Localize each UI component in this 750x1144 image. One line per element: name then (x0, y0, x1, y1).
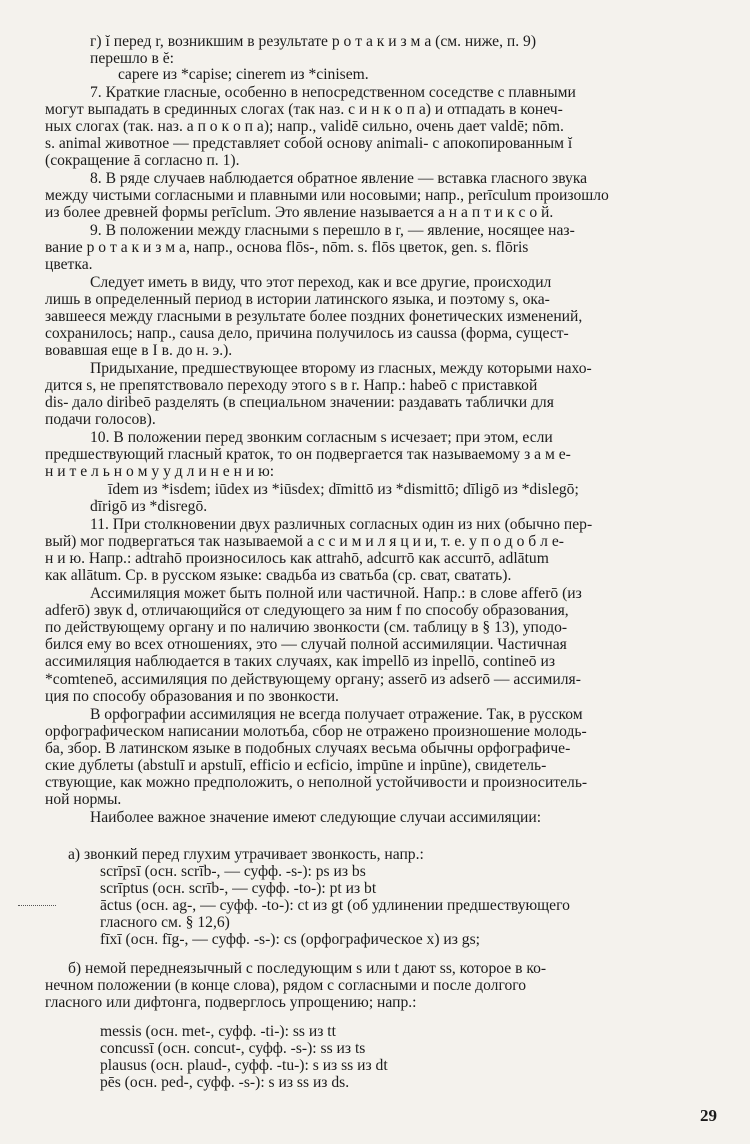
text-line: concussī (осн. concut-, суфф. -s-): ss из ts (100, 1040, 366, 1057)
text-line: fīxī (осн. fīg-, — суфф. -s-): cs (орфографическое x) из gs; (100, 931, 481, 948)
text-line: сохранилось; напр., causa дело, причина получилось из caussa (форма, сущест- (45, 325, 569, 342)
text-line: н и т е л ь н о м у у д л и н е н и ю: (45, 463, 275, 480)
text-line: scrīptus (осн. scrīb-, — суфф. -to-): pt из bt (100, 880, 377, 897)
text-line: вовавшая еще в I в. до н. э.). (45, 342, 233, 359)
text-line: орфографическом написании молотьба, сбор не отражено произношение молодь- (45, 723, 587, 740)
text-line: могут выпадать в срединных слогах (так наз. с и н к о п а) и отпадать в конеч- (45, 101, 563, 118)
text-line: ствующие, как можно предположить, о неполной устойчивости и произноситель- (45, 774, 588, 791)
text-line: гласного см. § 12,6) (100, 914, 230, 931)
text-line: перешло в ĕ: (90, 50, 174, 67)
text-line: лишь в определенный период в истории латинского языка, и поэтому s, ока- (45, 291, 550, 308)
text-line: 7. Краткие гласные, особенно в непосредственном соседстве с плавными (90, 84, 576, 101)
text-line: Наиболее важное значение имеют следующие случаи ассимиляции: (90, 809, 542, 826)
text-line: по действующему органу и по наличию звонкости (см. таблицу в § 13), уподо- (45, 619, 568, 636)
text-line: ские дублеты (abstulī и apstulī, efficio и ecficio, impūne и inpūne), свидетель- (45, 757, 547, 774)
text-line: гласного или дифтонга, подверглось упрощению; напр.: (45, 994, 417, 1011)
text-line: завшееся между гласными в результате более поздних фонетических изменений, (45, 308, 583, 325)
text-line: 8. В ряде случаев наблюдается обратное явление — вставка гласного звука (90, 170, 588, 187)
text-line: īdem из *isdem; iūdex из *iūsdex; dīmittō из *dismittō; dīligō из *dislegō; (108, 481, 579, 498)
text-line: цветка. (45, 256, 93, 273)
text-line: Следует иметь в виду, что этот переход, как и все другие, происходил (90, 274, 552, 291)
text-line: 10. В положении перед звонким согласным s исчезает; при этом, если (90, 429, 553, 446)
text-line: б) немой переднеязычный с последующим s или t дают ss, которое в ко- (68, 960, 547, 977)
text-line: ной нормы. (45, 791, 122, 808)
text-line: из более древней формы perīclum. Это явление называется а н а п т и к с о й. (45, 204, 554, 221)
text-line: предшествующий гласный краток, то он подвергается так называемому з а м е- (45, 446, 571, 463)
margin-dots (18, 905, 56, 906)
text-line: между чистыми согласными и плавными или носовыми; напр., perīculum произошло (45, 187, 609, 204)
text-line: Придыхание, предшествующее второму из гласных, между которыми нахо- (90, 360, 592, 377)
text-line: как allātum. Ср. в русском языке: свадьба из сватьба (ср. сват, сватать). (45, 567, 512, 584)
text-line: г) ĭ перед r, возникшим в результате р о т а к и з м а (см. ниже, п. 9) (90, 33, 537, 50)
text-line: (сокращение ā согласно п. 1). (45, 152, 240, 169)
text-line: подачи голосов). (45, 411, 156, 428)
text-line: В орфографии ассимиляция не всегда получает отражение. Так, в русском (90, 706, 583, 723)
text-line: scrīpsī (осн. scrīb-, — суфф. -s-): ps из bs (100, 863, 366, 880)
text-line: Ассимиляция может быть полной или частичной. Напр.: в слове afferō (из (90, 585, 582, 602)
text-line: ба, збор. В латинском языке в подобных случаях весьма обычны орфографиче- (45, 740, 571, 757)
text-line: дится s, не препятствовало переходу этого s в r. Напр.: habeō с приставкой (45, 377, 538, 394)
text-line: dis- дало diribeō разделять (в специальном значении: раздавать таблички для (45, 394, 554, 411)
text-line: вый) мог подвергаться так называемой а с с и м и л я ц и и, т. е. у п о д о б л е- (45, 533, 564, 550)
text-line: messis (осн. met-, суфф. -ti-): ss из tt (100, 1023, 336, 1040)
text-line: dīrigō из *disregō. (90, 498, 208, 515)
text-line: *comteneō, ассимиляция по действующему органу; asserō из adserō — ассимиля- (45, 671, 581, 688)
text-line: 11. При столкновении двух различных согласных один из них (обычно пер- (90, 516, 593, 533)
text-line: capere из *capise; cinerem из *cinisem. (118, 66, 369, 83)
text-line: н и ю. Напр.: adtrahō произносилось как attrahō, adcurrō как accurrō, adlātum (45, 550, 549, 567)
text-line: ассимиляция наблюдается в таких случаях, как impellō из inpellō, contineō из (45, 653, 555, 670)
text-line: adferō) звук d, отличающийся от следующего за ним f по способу образования, (45, 602, 569, 619)
text-line: ных слогах (так. наз. а п о к о п а); напр., validē сильно, очень дает valdē; nōm. (45, 118, 564, 135)
text-line: 9. В положении между гласными s перешло в r, — явление, носящее наз- (90, 222, 575, 239)
text-line: вание р о т а к и з м а, напр., основа flōs-, nōm. s. flōs цветок, gen. s. flōris (45, 239, 529, 256)
text-line: ция по способу образования и по звонкости. (45, 688, 339, 705)
page-number: 29 (700, 1106, 717, 1125)
text-line: s. animal животное — представляет собой основу animali- с апокопированным ĭ (45, 135, 573, 152)
text-line: plausus (осн. plaud-, суфф. -tu-): s из ss из dt (100, 1057, 388, 1074)
text-line: āctus (осн. ag-, — суфф. -to-): ct из gt (об удлинении предшествующего (100, 897, 570, 914)
text-line: нечном положении (в конце слова), рядом с согласными и после долгого (45, 977, 527, 994)
text-line: бился ему во всех отношениях, это — случай полной ассимиляции. Частичная (45, 636, 567, 653)
text-line: pēs (осн. ped-, суфф. -s-): s из ss из ds. (100, 1074, 350, 1091)
text-line: а) звонкий перед глухим утрачивает звонкость, напр.: (68, 846, 424, 863)
